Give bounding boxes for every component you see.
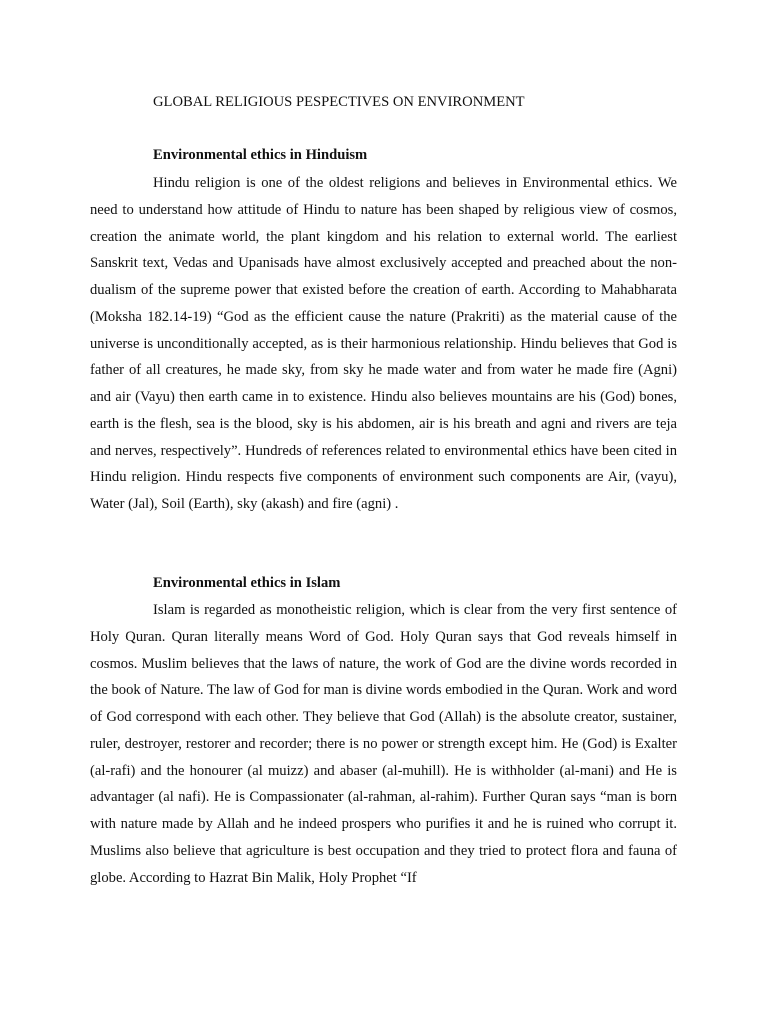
section-heading-hinduism: Environmental ethics in Hinduism <box>153 147 368 163</box>
document-title: GLOBAL RELIGIOUS PESPECTIVES ON ENVIRONMENT <box>153 94 525 110</box>
section-paragraph-hinduism: Hindu religion is one of the oldest religions and believes in Environmental ethics. We need to understand how attitude of Hindu to nature has been shaped by religious view of cosmos, creation the animate world, the plant kingdom and his relation to external world. The earliest Sanskrit text, Vedas and Upanisads have almost exclusively accepted and preached about the non-dualism of the supreme power that existed before the creation of earth. According to Mahabharata (Moksha 182.14-19) “God as the efficient cause the nature (Prakriti) as the material cause of the universe is unconditionally accepted, as is their harmonious relationship. Hindu believes that God is father of all creatures, he made sky, from sky he made water and from water he made fire (Agni) and air (Vayu) then earth came in to existence. Hindu also believes mountains are his (God) bones, earth is the flesh, sea is the blood, sky is his abdomen, air is his breath and agni and rivers are teja and nerves, respectively”. Hundreds of references related to environmental ethics have been cited in Hindu religion. Hindu respects five components of environment such components are Air, (vayu), Water (Jal), Soil (Earth), sky (akash) and fire (agni) . <box>90 175 677 512</box>
section-paragraph-islam: Islam is regarded as monotheistic religion, which is clear from the very first sentence of Holy Quran. Quran literally means Word of God. Holy Quran says that God reveals himself in cosmos. Muslim believes that the laws of nature, the work of God are the divine words recorded in the book of Nature. The law of God for man is divine words embodied in the Quran. Work and word of God correspond with each other. They believe that God (Allah) is the absolute creator, sustainer, ruler, destroyer, restorer and recorder; there is no power or strength except him. He (God) is Exalter (al-rafi) and the honourer (al muizz) and abaser (al-muhill). He is withholder (al-mani) and He is advantager (al nafi). He is Compassionater (al-rahman, al-rahim). Further Quran says “man is born with nature made by Allah and he indeed prospers who purifies it and he is ruined who corrupt it. Muslims also believe that agriculture is best occupation and they tried to protect flora and fauna of globe. According to Hazrat Bin Malik, Holy Prophet “If <box>90 602 677 886</box>
section-heading-islam: Environmental ethics in Islam <box>153 575 341 591</box>
